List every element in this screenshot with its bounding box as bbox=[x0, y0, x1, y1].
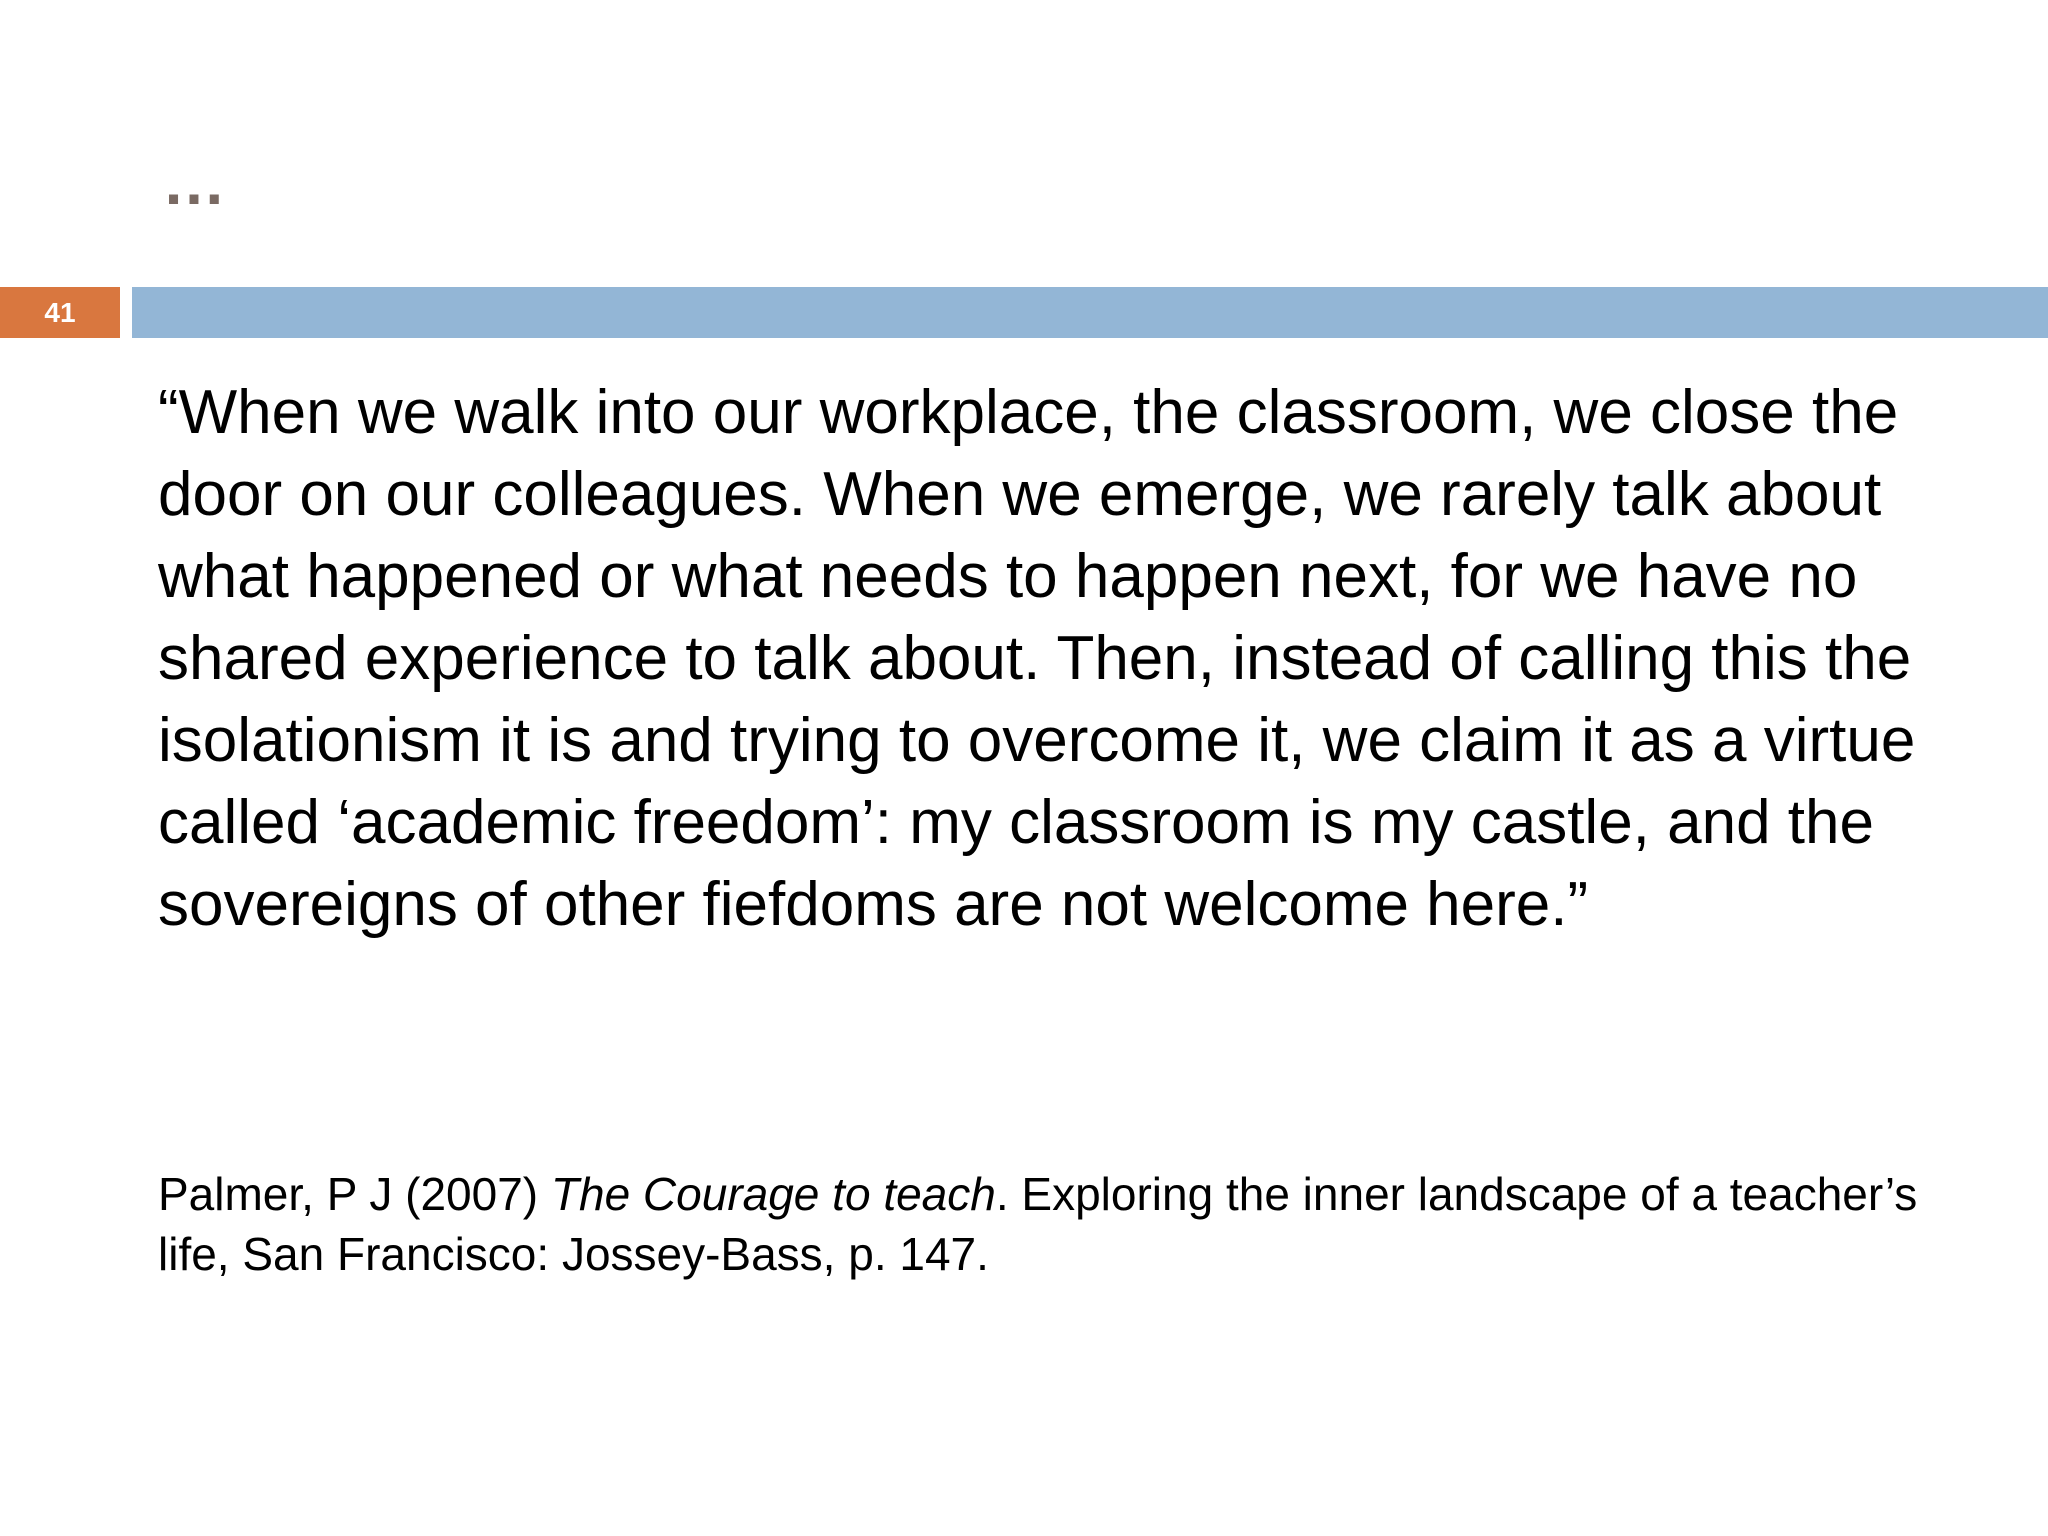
header-bar bbox=[132, 287, 2048, 338]
slide-title: … bbox=[162, 146, 232, 218]
quote-text: “When we walk into our workplace, the classroom, we close the door on our colleagues. When we emerge, we rarely talk about what happened or what needs to happen next, for we have no shared experience to talk about. Then, instead of calling this the isolationism it is and trying to overcome it, we claim it as a virtue called ‘academic freedom’: my classroom is my castle, and the sovereigns of other fiefdoms are not welcome here.” bbox=[158, 378, 1916, 939]
citation-prefix: Palmer, P J (2007) bbox=[158, 1168, 551, 1220]
citation-suffix: . Exploring the inner landscape of a teacher’s life, San Francisco: Jossey-Bass, p. 147. bbox=[158, 1168, 1918, 1280]
citation-book-title: The Courage to teach bbox=[550, 1168, 996, 1220]
slide-number: 41 bbox=[44, 296, 76, 328]
slide-number-badge bbox=[0, 287, 120, 338]
citation bbox=[158, 1164, 1958, 1284]
